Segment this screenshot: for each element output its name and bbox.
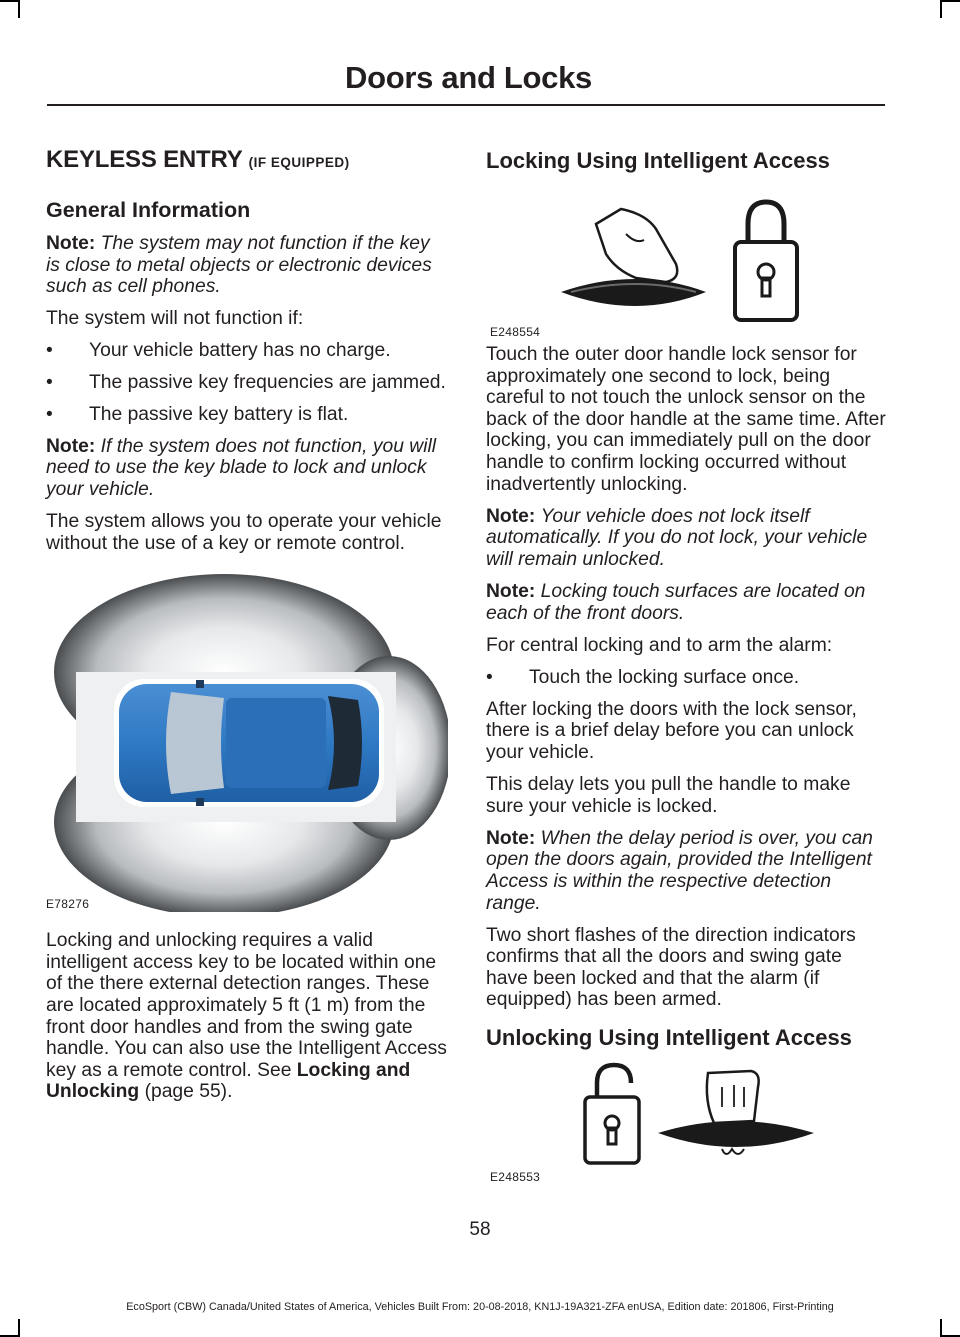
right-column (486, 146, 886, 1185)
bullet-list (46, 340, 448, 425)
crop-mark (940, 0, 942, 18)
paragraph: The system allows you to operate your vehicle without the use of a key or remote control. (46, 510, 442, 554)
note-text: Locking touch surfaces are located on each of the front doors. (486, 580, 866, 624)
header-divider (47, 104, 885, 106)
vehicle-figure (46, 572, 448, 912)
lock-open-icon (585, 1065, 639, 1163)
page-reference: (page 55). (144, 1081, 233, 1103)
note-label: Note: (486, 827, 536, 849)
note (486, 581, 886, 624)
figure-id: E78276 (46, 897, 90, 912)
lock-closed-icon (735, 202, 797, 320)
page-title: Doors and Locks (345, 60, 592, 95)
note-label: Note: (46, 435, 96, 457)
lock-heading: Locking Using Intelligent Access (486, 148, 830, 173)
note-label: Note: (486, 580, 536, 602)
section-suffix: (IF EQUIPPED) (248, 155, 350, 170)
lock-illustration (486, 174, 886, 324)
note-label: Note: (46, 233, 96, 254)
crop-mark (18, 1319, 20, 1337)
paragraph: After locking the doors with the lock sensor, there is a brief delay before you can unlock your vehicle. (486, 698, 857, 763)
paragraph-text: Locking and unlocking requires a valid intelligent access key to be located within one of the there external detection ranges. These are located approximately 5 ft (1 m) from the front door handles and from the swing gate handle. You can also use the Intelligent Access key as a remote control. See (46, 930, 447, 1081)
list-item: • Your vehicle battery has no charge. (46, 340, 448, 362)
paragraph (46, 930, 448, 1103)
page-number: 58 (469, 1219, 491, 1240)
lock-figure (486, 174, 886, 339)
cross-reference-link[interactable]: Locking and Unlocking (46, 1059, 411, 1103)
note (486, 506, 886, 571)
unlock-heading: Unlocking Using Intelligent Access (486, 1025, 852, 1051)
list-item: • The passive key frequencies are jammed. (46, 372, 448, 394)
list-item: • The passive key battery is flat. (46, 404, 448, 426)
page-footer: EcoSport (CBW) Canada/United States of America, Vehicles Built From: 20-08-2018, KN1J-19A321-ZFA enUSA, Edition date: 201806, First-Printing (126, 1301, 834, 1313)
crop-mark (940, 1319, 942, 1337)
vehicle-topview (114, 679, 384, 807)
crop-mark (18, 0, 20, 18)
note-text: If the system does not function, you will need to use the key blade to lock and unlock your vehicle. (46, 435, 437, 500)
note-text: When the delay period is over, you can open the doors again, provided the Intelligent Access is within the respective detection range. (486, 827, 873, 914)
note (46, 233, 448, 298)
section-title: KEYLESS ENTRY (46, 146, 243, 173)
crop-mark (942, 0, 960, 2)
figure-id: E248553 (490, 1170, 541, 1185)
door-handle-icon (658, 1121, 814, 1147)
list-item: • Touch the locking surface once. (486, 667, 886, 689)
left-column (46, 146, 448, 1113)
door-handle-icon (561, 279, 706, 306)
vehicle-detection-range-image (46, 572, 448, 912)
subsection-heading: General Information (46, 198, 251, 222)
paragraph: The system will not function if: (46, 308, 304, 330)
crop-mark (0, 0, 18, 2)
note-text: The system may not function if the key is close to metal objects or electronic devices such as cell phones. (46, 233, 432, 298)
section-heading (46, 146, 448, 177)
hand-touch-icon (596, 209, 677, 282)
note-text: Your vehicle does not lock itself automatically. If you do not lock, your vehicle will remain unlocked. (486, 505, 868, 570)
unlock-figure (486, 1051, 886, 1185)
paragraph: For central locking and to arm the alarm: (486, 634, 833, 656)
note (46, 436, 448, 501)
note (486, 828, 886, 914)
note-label: Note: (486, 505, 536, 527)
paragraph: This delay lets you pull the handle to make sure your vehicle is locked. (486, 774, 851, 817)
paragraph: Touch the outer door handle lock sensor for approximately one second to lock, being careful to not touch the unlock sensor on the back of the door handle at the same time. After locking, you can immediately pull on the door handle to confirm locking occurred without inadvertently unlocking. (486, 344, 886, 495)
paragraph: Two short flashes of the direction indicators confirms that all the doors and swing gate have been locked and that the alarm (if equipped) has been armed. (486, 924, 856, 1011)
unlock-illustration (486, 1051, 886, 1171)
figure-id: E248554 (490, 325, 541, 339)
bullet-list (486, 667, 886, 689)
